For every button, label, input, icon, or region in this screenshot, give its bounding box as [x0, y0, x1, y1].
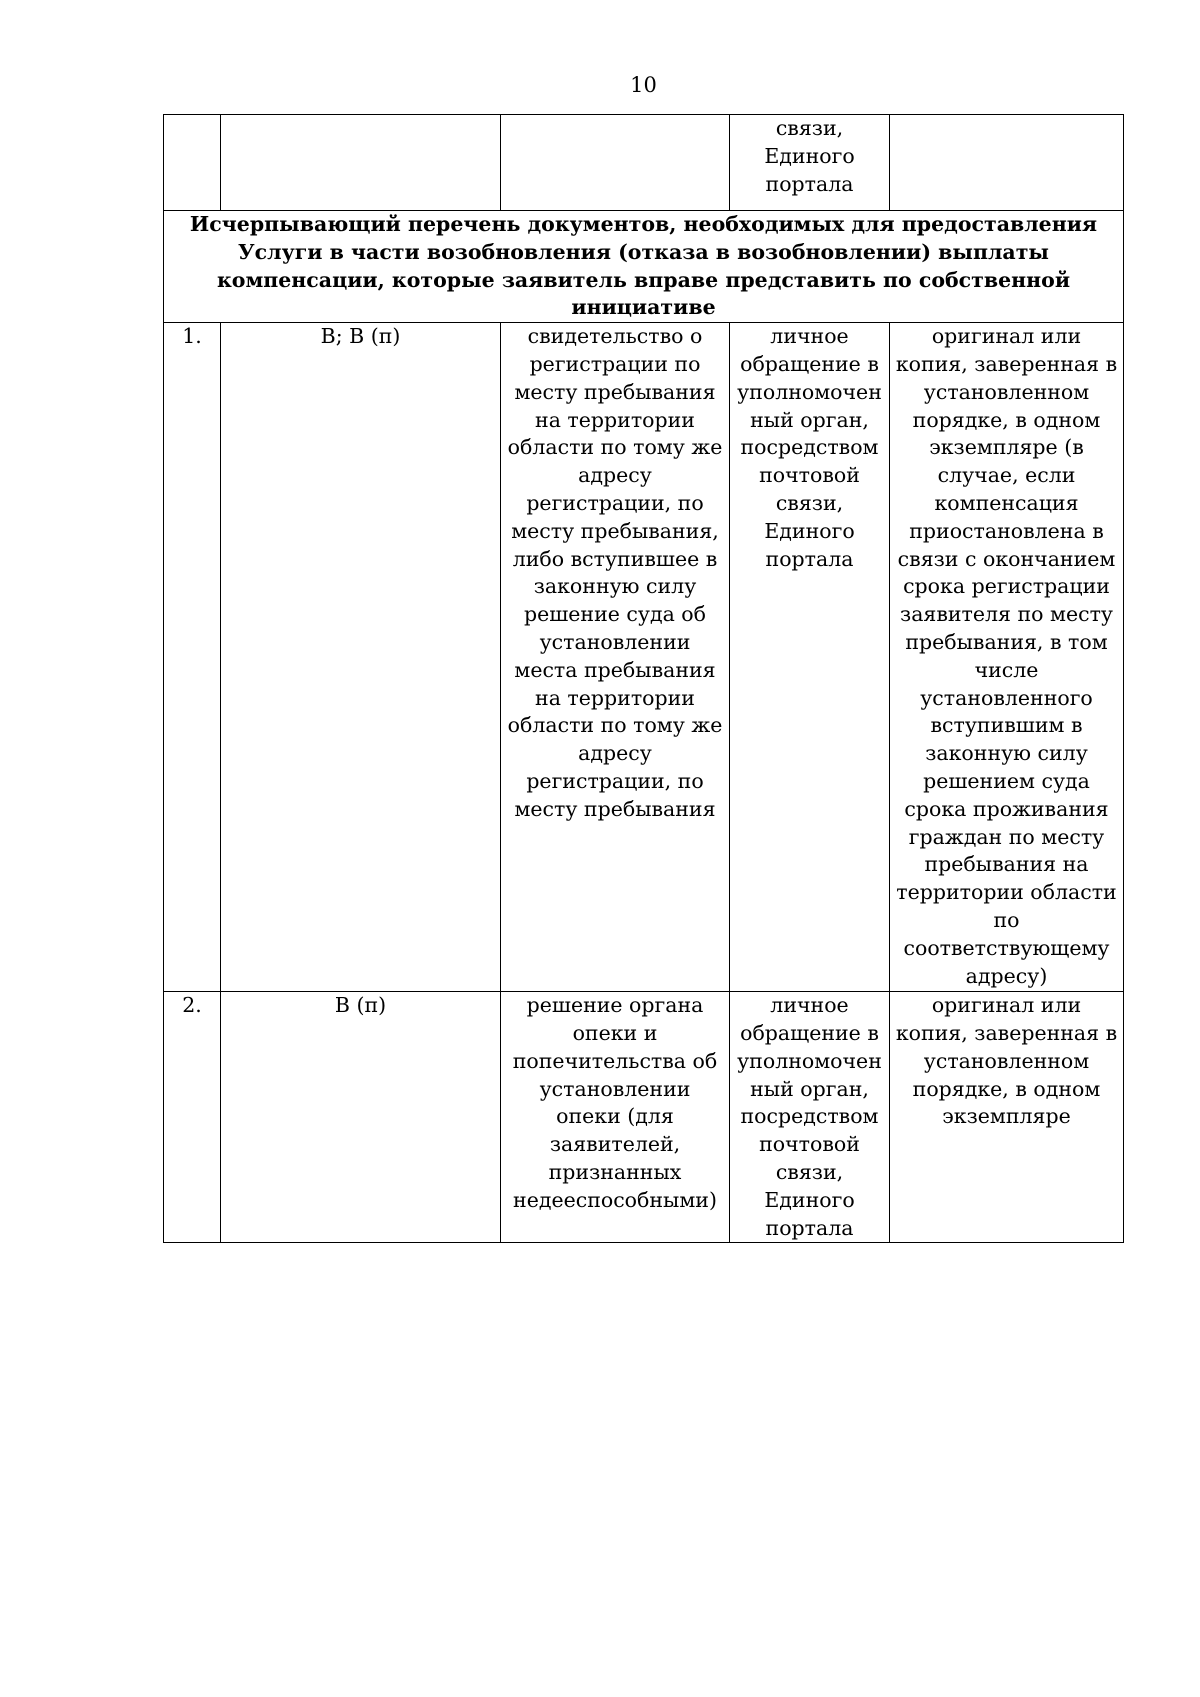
- document-form: оригинал или копия, заверенная в установленном порядке, в одном экземпляре (в случае, если компенсация приостановлена в связи с окончанием срока регистрации заявителя по месту пребывания, в том числе установленного вступившим в законную силу решением суда срока проживания граждан по месту пребывания на территории области по соответствующему адресу): [890, 323, 1124, 992]
- applicant-category: В (п): [221, 992, 501, 1243]
- table-row: [164, 115, 1124, 211]
- table-cell: [221, 115, 501, 211]
- document-form: оригинал или копия, заверенная в установленном порядке, в одном экземпляре: [890, 992, 1124, 1243]
- table-row: [164, 992, 1124, 1243]
- table-cell: [164, 115, 221, 211]
- table-cell: [890, 115, 1124, 211]
- row-number: 1.: [164, 323, 221, 992]
- document-name: свидетельство о регистрации по месту пребывания на территории области по тому же адресу регистрации, по месту пребывания, либо вступившее в законную силу решение суда об установлении места пребывания на территории области по тому же адресу регистрации, по месту пребывания: [501, 323, 730, 992]
- document-name: решение органа опеки и попечительства об установлении опеки (для заявителей, признанных недееспособными): [501, 992, 730, 1243]
- section-heading: Исчерпывающий перечень документов, необходимых для предоставления Услуги в части возобновления (отказа в возобновлении) выплаты компенсации, которые заявитель вправе представить по собственной инициативе: [164, 211, 1124, 323]
- table-cell: [501, 115, 730, 211]
- table-cell: связи, Единого портала: [730, 115, 890, 211]
- submission-method: личное обращение в уполномоченный орган, посредством почтовой связи, Единого портала: [730, 323, 890, 992]
- submission-method: личное обращение в уполномоченный орган, посредством почтовой связи, Единого портала: [730, 992, 890, 1243]
- page-number: 10: [630, 73, 657, 97]
- applicant-category: В; В (п): [221, 323, 501, 992]
- section-heading-row: [164, 211, 1124, 323]
- documents-table: [163, 114, 1124, 1243]
- row-number: 2.: [164, 992, 221, 1243]
- table-row: [164, 323, 1124, 992]
